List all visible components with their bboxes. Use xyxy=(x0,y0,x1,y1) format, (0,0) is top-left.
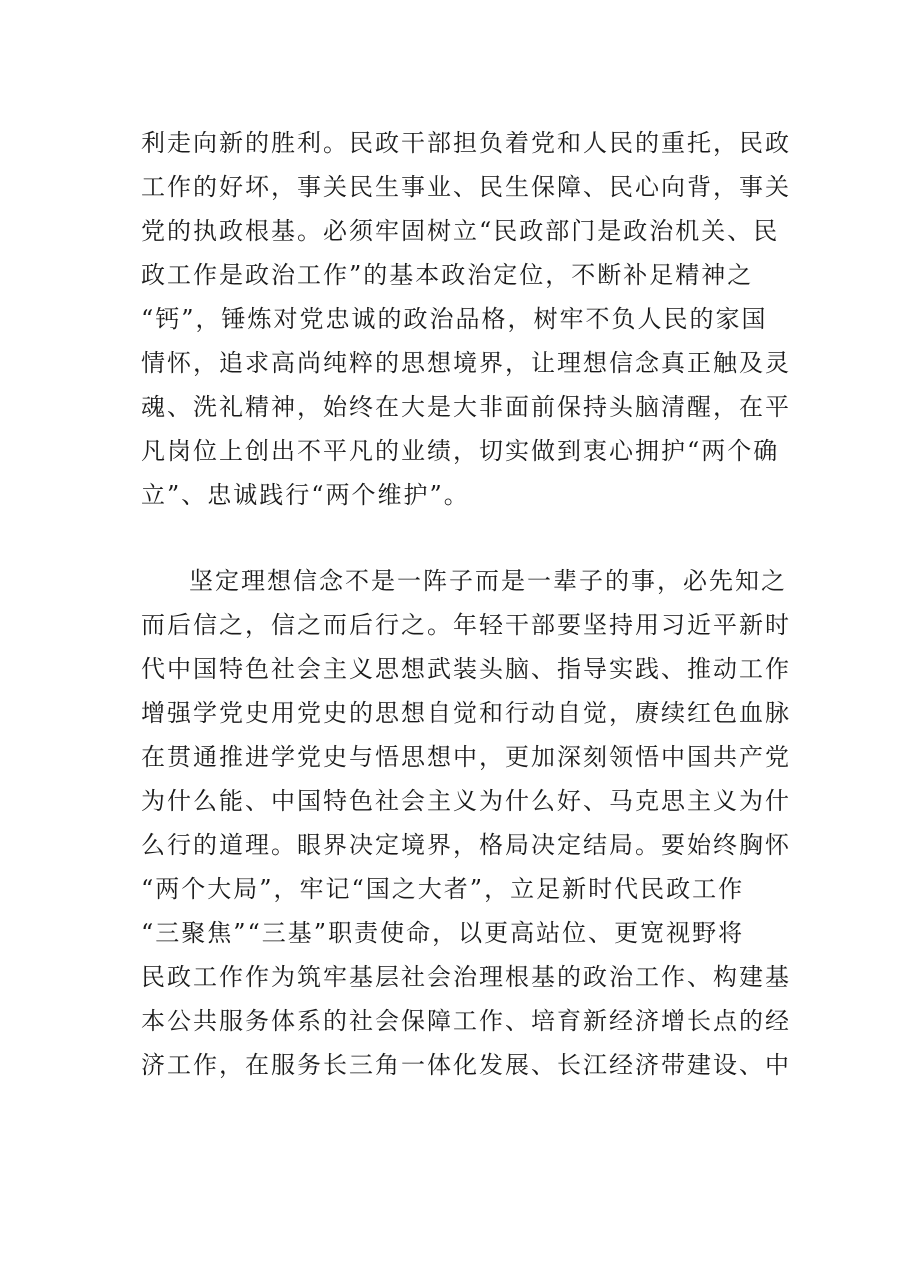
paragraph-1-line-7: 魂、洗礼精神，始终在大是大非面前保持头脑清醒，在平 xyxy=(141,393,791,421)
paragraph-2-line-8: “两个大局”，牢记“国之大者”，立足新时代民政工作 xyxy=(141,875,745,903)
paragraph-1 xyxy=(141,121,791,517)
paragraph-2-line-1: 坚定理想信念不是一阵子而是一辈子的事，必先知之 xyxy=(189,567,787,595)
paragraph-1-line-9: 立”、忠诚践行“两个维护”。 xyxy=(141,481,470,509)
paragraph-2-line-12: 济工作，在服务长三角一体化发展、长江经济带建设、中 xyxy=(141,1051,791,1079)
paragraph-2-line-9: “三聚焦”“三基”职责使命，以更高站位、更宽视野将 xyxy=(141,919,745,947)
paragraph-2-line-7: 么行的道理。眼界决定境界，格局决定结局。要始终胸怀 xyxy=(141,831,791,859)
paragraph-1-line-2: 工作的好坏，事关民生事业、民生保障、民心向背，事关 xyxy=(141,173,791,201)
paragraph-2-line-10: 民政工作作为筑牢基层社会治理根基的政治工作、构建基 xyxy=(141,963,791,991)
paragraph-1-line-8: 凡岗位上创出不平凡的业绩，切实做到衷心拥护“两个确 xyxy=(141,437,780,465)
paragraph-2-line-4: 增强学党史用党史的思想自觉和行动自觉，赓续红色血脉 xyxy=(141,699,791,727)
paragraph-2 xyxy=(141,559,791,1087)
paragraph-2-line-2: 而后信之，信之而后行之。年轻干部要坚持用习近平新时 xyxy=(141,611,791,639)
paragraph-2-line-3: 代中国特色社会主义思想武装头脑、指导实践、推动工作 xyxy=(141,655,791,683)
paragraph-1-line-6: 情怀，追求高尚纯粹的思想境界，让理想信念真正触及灵 xyxy=(141,349,791,377)
paragraph-2-line-6: 为什么能、中国特色社会主义为什么好、马克思主义为什 xyxy=(141,787,791,815)
paragraph-1-line-3: 党的执政根基。必须牢固树立“民政部门是政治机关、民 xyxy=(141,217,780,245)
paragraph-1-line-1: 利走向新的胜利。民政干部担负着党和人民的重托，民政 xyxy=(141,129,791,157)
paragraph-2-line-5: 在贯通推进学党史与悟思想中，更加深刻领悟中国共产党 xyxy=(141,743,791,771)
paragraph-1-line-5: “钙”，锤炼对党忠诚的政治品格，树牢不负人民的家国 xyxy=(141,305,768,333)
paragraph-2-line-11: 本公共服务体系的社会保障工作、培育新经济增长点的经 xyxy=(141,1007,791,1035)
paragraph-1-line-4: 政工作是政治工作”的基本政治定位，不断补足精神之 xyxy=(141,261,754,289)
